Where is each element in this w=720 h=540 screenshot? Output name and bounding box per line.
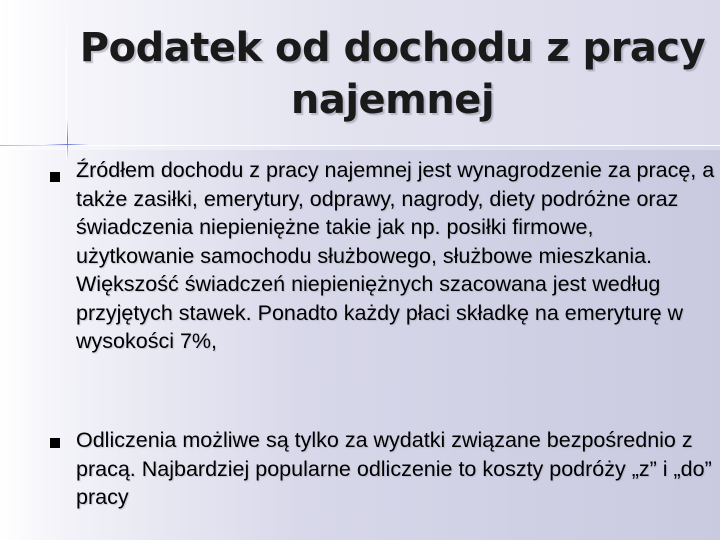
decorative-horizontal-line [0,145,720,146]
square-bullet-icon [50,172,60,182]
square-bullet-icon [50,438,60,448]
bullet-text: Odliczenia możliwe są tylko za wydatki związane bezpośrednio z pracą. Najbardziej popularne odliczenie to koszty podróży „z” i „do” pracy [76,428,712,509]
bullet-text: Źródłem dochodu z pracy najemnej jest wynagrodzenie za pracę, a także zasiłki, emerytury, odprawy, nagrody, diety podróżne oraz świadczenia niepieniężne takie jak np. posiłki firmowe, użytkowanie samochodu służbowego, służbowe mieszkania. Większość świadczeń niepieniężnych szacowana jest według przyjętych stawek. Ponadto każdy płaci składkę na emeryturę w wysokości 7%, [76,158,715,353]
slide-title: Podatek od dochodu z pracy najemnej [79,25,706,123]
decorative-crosshair-vertical [67,120,68,160]
decorative-crosshair-horizontal [45,144,89,145]
